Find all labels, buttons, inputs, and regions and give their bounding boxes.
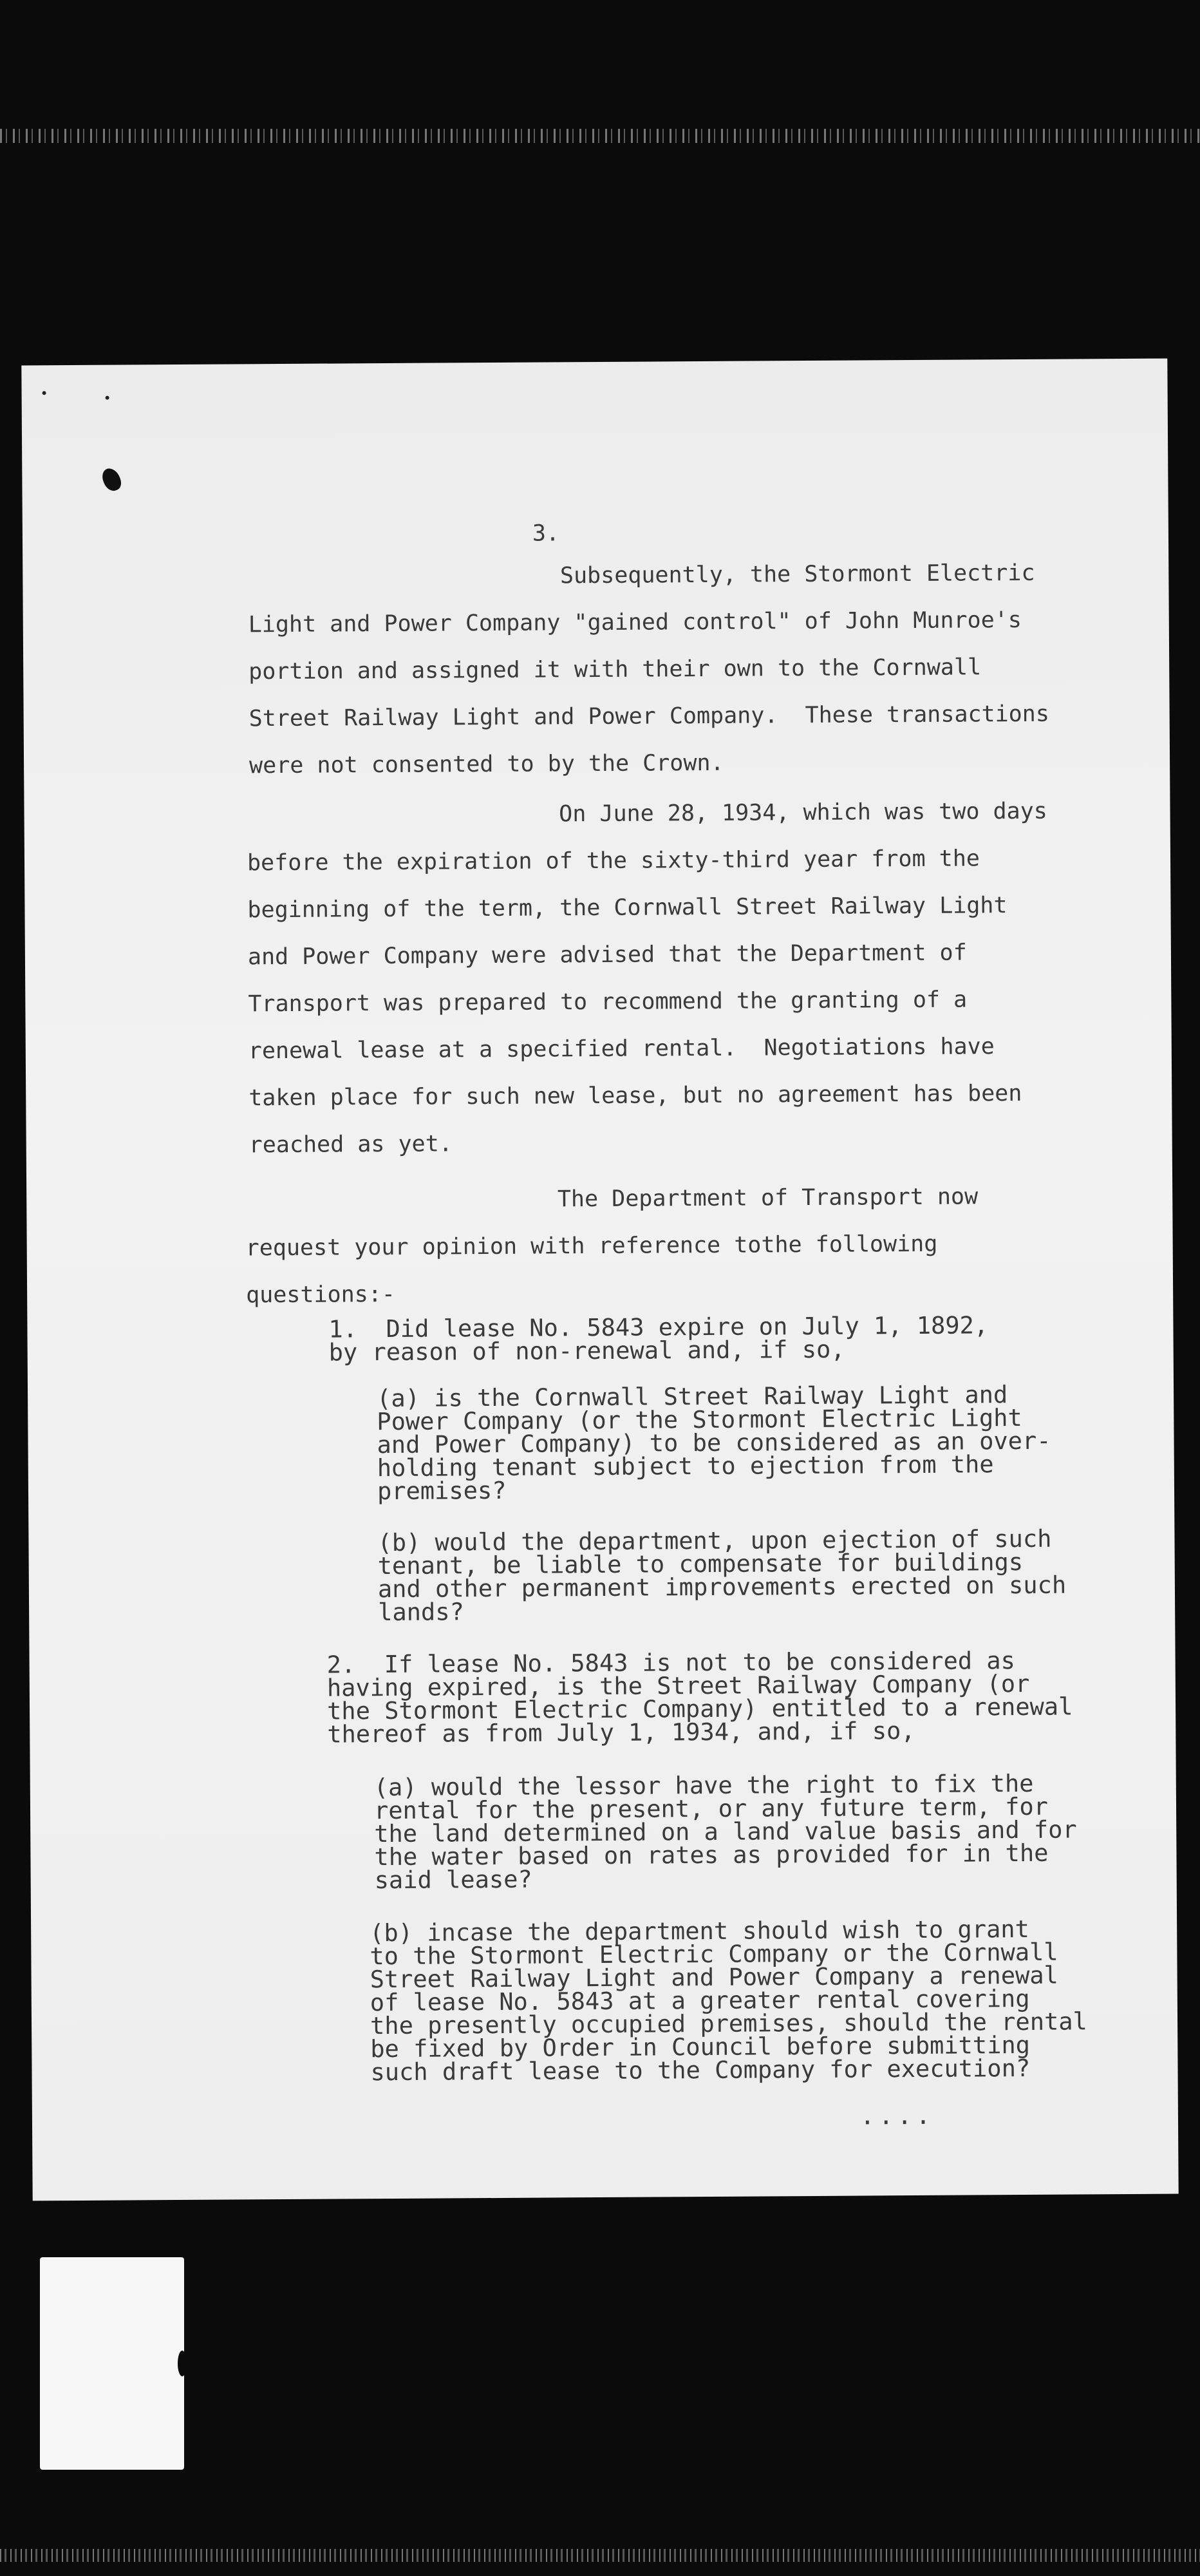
question-1 <box>328 1311 989 1367</box>
question-2-b-line: the presently occupied premises, should the rental <box>370 2007 1087 2040</box>
film-edge-bottom <box>0 2549 1200 2562</box>
paragraph-2-line: renewal lease at a specified rental. Negotiations have <box>248 1034 995 1065</box>
film-label-card <box>40 2257 184 2470</box>
speck <box>42 391 46 395</box>
paragraph-2-line: taken place for such new lease, but no agreement has been <box>248 1080 1022 1112</box>
question-2-b <box>370 1915 1087 2087</box>
speck <box>106 396 109 400</box>
page-number: 3. <box>532 520 560 547</box>
question-2-b-line: Street Railway Light and Power Company a renewal <box>370 1961 1058 1994</box>
question-1-b-line: tenant, be liable to compensate for buildings <box>377 1548 1024 1580</box>
question-2-line: 2. If lease No. 5843 is not to be considered as <box>326 1647 1016 1679</box>
document-page <box>21 359 1178 2201</box>
paragraph-2-line: before the expiration of the sixty-third year from the <box>247 846 980 876</box>
paragraph-2 <box>247 788 1049 1170</box>
film-label-notch <box>178 2351 187 2376</box>
paragraph-2-line: beginning of the term, the Cornwall Street Railway Light <box>247 893 1008 923</box>
question-2-a-line: said lease? <box>374 1865 532 1895</box>
question-1-a-line: Power Company (or the Stormont Electric Light <box>377 1403 1022 1436</box>
question-1-a-line: and Power Company) to be considered as an over- <box>377 1426 1051 1459</box>
paragraph-1-line: were not consented to by the Crown. <box>248 750 724 779</box>
paragraph-1-line: Light and Power Company "gained control" of John Munroe's <box>248 607 1022 638</box>
question-2-line: the Stormont Electric Company) entitled to a renewal <box>326 1692 1073 1725</box>
paragraph-1 <box>248 550 1049 790</box>
question-2-a-line: (a) would the lessor have the right to fix the <box>373 1769 1034 1802</box>
paragraph-2-line: and Power Company were advised that the Department of <box>247 940 967 971</box>
continuation-marker: .... <box>859 2101 935 2130</box>
question-2-b-line: (b) incase the department should wish to grant <box>370 1915 1030 1947</box>
question-1-a-line: premises? <box>377 1476 507 1506</box>
question-2-b-line: such draft lease to the Company for execution? <box>370 2054 1031 2087</box>
paragraph-3-line: questions:- <box>246 1281 396 1309</box>
film-edge-top <box>0 129 1200 143</box>
question-1-line: 1. Did lease No. 5843 expire on July 1, 1892, <box>328 1311 989 1343</box>
question-2-a-line: rental for the present, or any future term, for <box>373 1792 1049 1825</box>
question-2-line: thereof as from July 1, 1934, and, if so, <box>327 1717 915 1748</box>
paragraph-2-line: Transport was prepared to recommend the granting of a <box>248 987 968 1018</box>
question-2-b-line: be fixed by Order in Council before submitting <box>370 2031 1031 2063</box>
question-2-a-line: the land determined on a land value basis and for <box>374 1815 1077 1848</box>
question-1-b <box>377 1524 1067 1627</box>
question-2-line: having expired, is the Street Railway Company (or <box>326 1669 1030 1702</box>
paragraph-1-line: Street Railway Light and Power Company. These transactions <box>248 701 1050 732</box>
ink-blot <box>100 466 124 493</box>
paragraph-1-line: Subsequently, the Stormont Electric <box>248 560 1035 591</box>
question-1-b-line: and other permanent improvements erected on such <box>377 1571 1067 1604</box>
question-2-a-line: the water based on rates as provided for in the <box>374 1839 1049 1871</box>
paragraph-1-line: portion and assigned it with their own to the Cornwall <box>248 654 982 685</box>
question-2 <box>327 1649 1073 1747</box>
question-1-a <box>376 1381 1051 1506</box>
question-2-b-line: of lease No. 5843 at a greater rental covering <box>370 1984 1030 2017</box>
question-1-line: by reason of non-renewal and, if so, <box>328 1335 845 1367</box>
question-2-a <box>373 1769 1078 1895</box>
paragraph-3-line: The Department of Transport now <box>245 1184 979 1215</box>
paragraph-2-line: reached as yet. <box>248 1131 453 1159</box>
question-2-b-line: to the Stormont Electric Company or the Cornwall <box>370 1938 1058 1971</box>
question-1-a-line: (a) is the Cornwall Street Railway Light and <box>376 1381 1008 1413</box>
question-1-b-line: lands? <box>378 1598 464 1627</box>
paragraph-3-line: request your opinion with reference tothe following <box>245 1231 938 1262</box>
question-1-b-line: (b) would the department, upon ejection of such <box>377 1524 1052 1557</box>
paragraph-2-line: On June 28, 1934, which was two days <box>247 798 1047 829</box>
paragraph-3 <box>245 1173 979 1319</box>
question-1-a-line: holding tenant subject to ejection from the <box>377 1450 994 1482</box>
